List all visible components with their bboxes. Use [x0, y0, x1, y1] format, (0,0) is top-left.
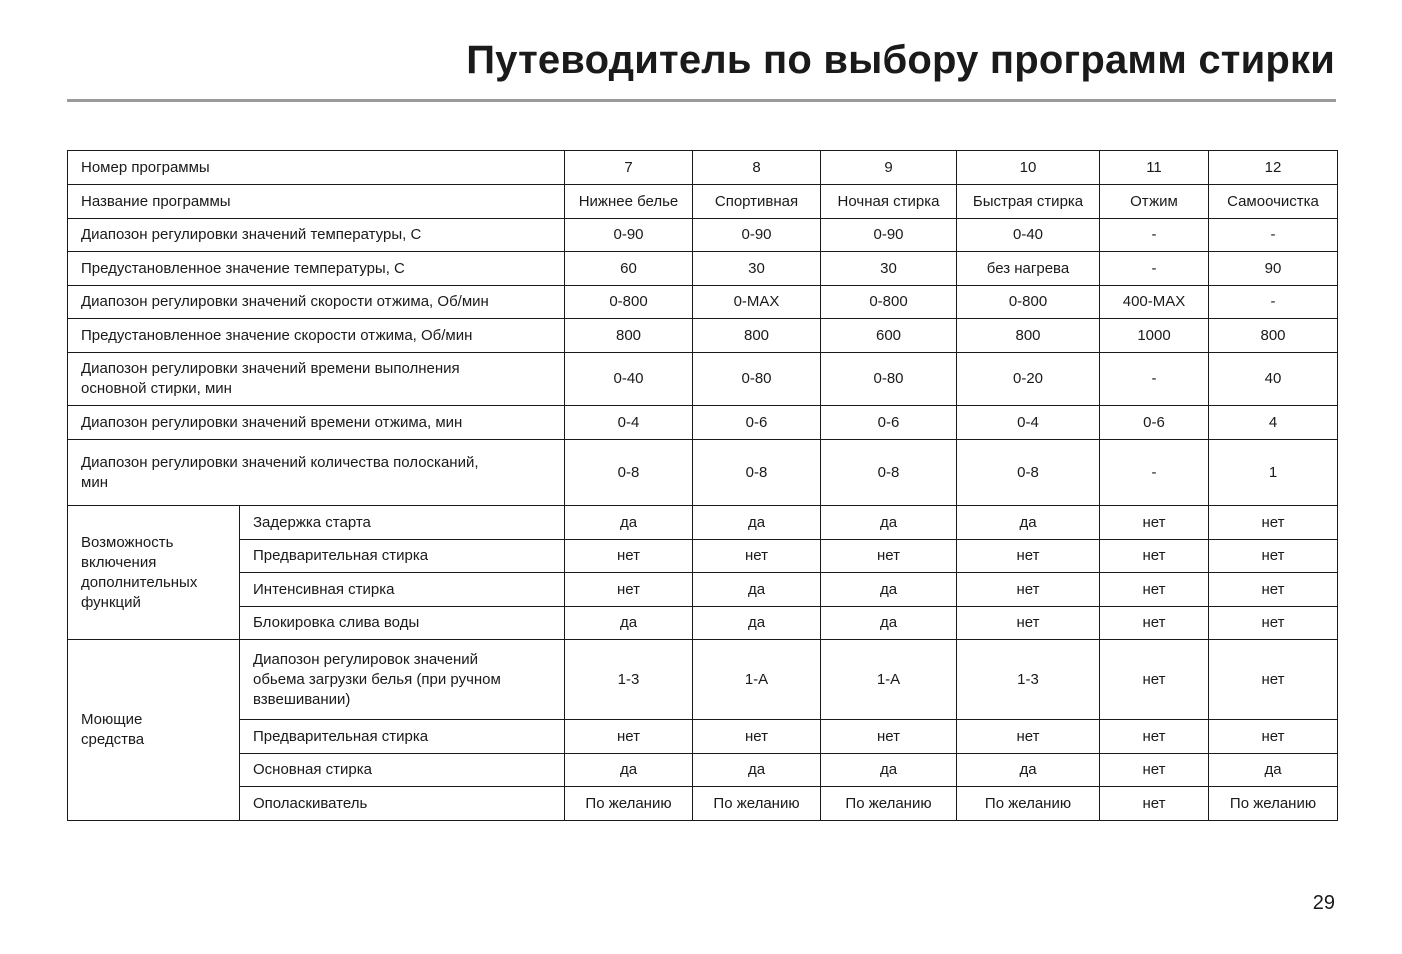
- cell: -: [1209, 219, 1338, 252]
- cell: 0-8: [693, 440, 821, 506]
- cell: нет: [957, 573, 1100, 607]
- group-label-line: включения: [81, 553, 157, 571]
- row-detergent-load: [68, 640, 1338, 720]
- cell: 0-80: [821, 353, 957, 406]
- cell: да: [565, 754, 693, 787]
- sub-row-label: Предварительная стирка: [240, 720, 565, 754]
- cell: да: [821, 573, 957, 607]
- cell: 0-MAX: [693, 286, 821, 319]
- cell: 800: [693, 319, 821, 353]
- row-detergent-softener: [68, 787, 1338, 821]
- row-extra-drain-lock: [68, 607, 1338, 640]
- row-extra-delay-start: [68, 506, 1338, 540]
- group-label-line: средства: [81, 731, 145, 748]
- cell: нет: [1100, 640, 1209, 720]
- cell: 9: [821, 151, 957, 185]
- cell: 0-8: [821, 440, 957, 506]
- cell: без нагрева: [957, 252, 1100, 286]
- row-label: Диапозон регулировки значений температуры, С: [68, 219, 565, 252]
- cell: -: [1100, 440, 1209, 506]
- cell: да: [821, 506, 957, 540]
- cell: 1-А: [821, 640, 957, 720]
- cell: -: [1209, 286, 1338, 319]
- row-label: Диапозон регулировки значений времени отжима, мин: [68, 406, 565, 440]
- cell: По желанию: [821, 787, 957, 821]
- cell: 30: [693, 252, 821, 286]
- sub-row-label: Ополаскиватель: [240, 787, 565, 821]
- cell: 0-8: [957, 440, 1100, 506]
- page-number: 29: [1312, 892, 1335, 914]
- cell: -: [1100, 219, 1209, 252]
- cell: 0-6: [693, 406, 821, 440]
- cell: 1: [1209, 440, 1338, 506]
- cell: 0-90: [693, 219, 821, 252]
- cell: 0-20: [957, 353, 1100, 406]
- sub-row-label: Основная стирка: [240, 754, 565, 787]
- cell: да: [821, 754, 957, 787]
- cell: нет: [1100, 787, 1209, 821]
- group-label-line: функций: [81, 593, 141, 611]
- cell: 0-6: [1100, 406, 1209, 440]
- cell: нет: [957, 607, 1100, 640]
- row-detergent-main-wash: [68, 754, 1338, 787]
- cell: нет: [565, 720, 693, 754]
- cell: 8: [693, 151, 821, 185]
- cell: Быстрая стирка: [957, 185, 1100, 219]
- cell: 0-90: [565, 219, 693, 252]
- cell: да: [565, 607, 693, 640]
- cell: 0-40: [957, 219, 1100, 252]
- cell: да: [693, 506, 821, 540]
- cell: нет: [821, 720, 957, 754]
- cell: 30: [821, 252, 957, 286]
- cell: 800: [957, 319, 1100, 353]
- cell: 90: [1209, 252, 1338, 286]
- cell: 7: [565, 151, 693, 185]
- row-temp-preset: [68, 252, 1338, 286]
- cell: нет: [1100, 573, 1209, 607]
- cell: нет: [1100, 607, 1209, 640]
- row-program-number: [68, 151, 1338, 185]
- row-detergent-prewash: [68, 720, 1338, 754]
- row-extra-intensive: [68, 573, 1338, 607]
- cell: Ночная стирка: [821, 185, 957, 219]
- cell: нет: [1100, 540, 1209, 573]
- row-program-name: [68, 185, 1338, 219]
- cell: 0-4: [957, 406, 1100, 440]
- cell: да: [693, 754, 821, 787]
- page-title: Путеводитель по выбору программ стирки: [466, 38, 1335, 82]
- row-rinse-count-range: [68, 440, 1338, 506]
- cell: 800: [565, 319, 693, 353]
- cell: 600: [821, 319, 957, 353]
- cell: нет: [1209, 640, 1338, 720]
- cell: нет: [821, 540, 957, 573]
- row-label: Номер программы: [68, 151, 565, 185]
- row-label-line: Диапозон регулировки значений времени выполнения: [81, 360, 460, 377]
- cell: нет: [693, 720, 821, 754]
- cell: нет: [1100, 720, 1209, 754]
- cell: нет: [565, 540, 693, 573]
- group-label-extra-functions: [68, 506, 240, 640]
- cell: 12: [1209, 151, 1338, 185]
- sub-row-label: Задержка старта: [240, 506, 565, 540]
- cell: Нижнее белье: [565, 185, 693, 219]
- cell: 800: [1209, 319, 1338, 353]
- row-label-line: основной стирки, мин: [81, 380, 232, 397]
- sub-row-label: [240, 640, 565, 720]
- row-spin-preset: [68, 319, 1338, 353]
- sub-row-label: Блокировка слива воды: [240, 607, 565, 640]
- cell: да: [693, 607, 821, 640]
- cell: нет: [957, 720, 1100, 754]
- sub-row-label: Интенсивная стирка: [240, 573, 565, 607]
- cell: -: [1100, 353, 1209, 406]
- cell: 1-3: [565, 640, 693, 720]
- row-label: [68, 353, 565, 406]
- cell: да: [1209, 754, 1338, 787]
- cell: -: [1100, 252, 1209, 286]
- cell: нет: [693, 540, 821, 573]
- cell: 0-800: [821, 286, 957, 319]
- program-guide-table: [67, 150, 1338, 821]
- cell: 10: [957, 151, 1100, 185]
- row-spin-time-range: [68, 406, 1338, 440]
- cell: 0-40: [565, 353, 693, 406]
- cell: 0-800: [957, 286, 1100, 319]
- cell: нет: [1209, 506, 1338, 540]
- cell: нет: [1100, 506, 1209, 540]
- cell: 11: [1100, 151, 1209, 185]
- cell: 1-3: [957, 640, 1100, 720]
- sub-row-label-line: взвешивании): [253, 690, 351, 708]
- sub-row-label-line: Диапозон регулировок значений: [253, 650, 479, 668]
- row-wash-time-range: [68, 353, 1338, 406]
- row-label: [68, 440, 565, 506]
- sub-row-label-line: обьема загрузки белья (при ручном: [253, 670, 501, 688]
- cell: Отжим: [1100, 185, 1209, 219]
- cell: 1000: [1100, 319, 1209, 353]
- cell: 40: [1209, 353, 1338, 406]
- cell: 0-8: [565, 440, 693, 506]
- cell: да: [957, 506, 1100, 540]
- row-label-line: мин: [81, 473, 108, 491]
- row-temp-range: [68, 219, 1338, 252]
- cell: нет: [1209, 720, 1338, 754]
- row-label: Предустановленное значение скорости отжима, Об/мин: [68, 319, 565, 353]
- cell: 400-MAX: [1100, 286, 1209, 319]
- cell: По желанию: [1209, 787, 1338, 821]
- cell: 4: [1209, 406, 1338, 440]
- cell: нет: [1209, 607, 1338, 640]
- group-label-line: Возможность: [81, 533, 174, 551]
- cell: 0-80: [693, 353, 821, 406]
- cell: нет: [1100, 754, 1209, 787]
- cell: 0-4: [565, 406, 693, 440]
- cell: 0-6: [821, 406, 957, 440]
- cell: 0-800: [565, 286, 693, 319]
- row-label: Диапозон регулировки значений скорости отжима, Об/мин: [68, 286, 565, 319]
- group-label-detergents: [68, 640, 240, 821]
- cell: да: [565, 506, 693, 540]
- title-divider: [67, 99, 1336, 102]
- cell: Самоочистка: [1209, 185, 1338, 219]
- cell: 60: [565, 252, 693, 286]
- row-label-line: Диапозон регулировки значений количества полосканий,: [81, 453, 479, 471]
- cell: По желанию: [565, 787, 693, 821]
- cell: да: [693, 573, 821, 607]
- cell: По желанию: [693, 787, 821, 821]
- cell: нет: [565, 573, 693, 607]
- cell: Спортивная: [693, 185, 821, 219]
- row-extra-prewash: [68, 540, 1338, 573]
- group-label-line: дополнительных: [81, 573, 198, 591]
- cell: да: [821, 607, 957, 640]
- row-label: Предустановленное значение температуры, С: [68, 252, 565, 286]
- sub-row-label: Предварительная стирка: [240, 540, 565, 573]
- cell: 1-А: [693, 640, 821, 720]
- row-spin-range: [68, 286, 1338, 319]
- row-label: Название программы: [68, 185, 565, 219]
- cell: нет: [1209, 540, 1338, 573]
- cell: да: [957, 754, 1100, 787]
- cell: нет: [1209, 573, 1338, 607]
- cell: нет: [957, 540, 1100, 573]
- group-label-line: Моющие: [81, 711, 143, 728]
- cell: По желанию: [957, 787, 1100, 821]
- cell: 0-90: [821, 219, 957, 252]
